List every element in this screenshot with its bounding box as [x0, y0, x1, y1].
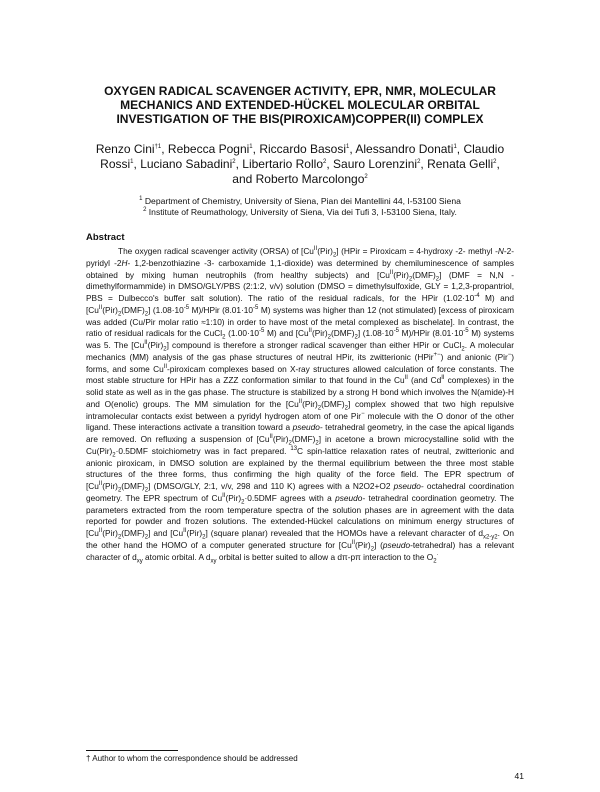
author-name: Luciano Sabadini: [140, 157, 233, 171]
abstract-text: octahedral coordination geometry. The EPR spectrum of Cu: [86, 481, 515, 503]
author-list: Renzo Cini$^{\dagger 1}$, Rebecca Pogni$^1$, Riccardo Basosi$^1$, Alessandro Donati$^1$, Claudio Rossi$^1$, Luciano Sabadini$^2$, Libertario Rollo$^2$, Sauro Lorenzini$^2$, Renata Gelli$^2$, and Roberto Marcolongo$^2$: [95, 142, 505, 186]
title-line: MECHANICS AND EXTENDED-HÜCKEL MOLECULAR ORBITAL: [120, 98, 480, 112]
author-mark: 1: [346, 144, 350, 150]
subscript: 2: [163, 346, 167, 353]
italic-text: pseudo-: [335, 492, 366, 503]
superscript: +−: [433, 351, 441, 358]
page-number: 41: [514, 771, 524, 781]
subscript: 2: [202, 534, 206, 541]
abstract-text: molecule with the O donor of the other ligand. These interactions activate a transition toward a: [86, 410, 514, 433]
abstract-text: ] (1.08·10: [148, 304, 184, 315]
abstract-text: (Pir): [311, 328, 328, 339]
superscript: II: [163, 363, 168, 370]
abstract-text: atomic orbital. A d: [142, 551, 211, 562]
abstract-text: ] compound is therefore a stronger radical scavenger than either HPir or CuCl: [166, 340, 462, 350]
author-mark: 1: [130, 159, 134, 165]
abstract-text: - 1,2-benzothiazine -3- carboxamide 1,1-dioxide) was determined by chemiluminescence of samples obtained by mixing human neutrophils (from healthy subjects) and [Cu: [86, 257, 514, 280]
superscript: II: [389, 269, 394, 276]
author-name: Libertario Rollo: [242, 157, 323, 171]
author-name: Renata Gelli: [427, 157, 494, 171]
subscript: 2: [315, 440, 319, 447]
author-mark: 1: [249, 144, 253, 150]
abstract-text: ] in acetone a brown microcystalline solid with the Cu(Pir): [86, 434, 515, 456]
abstract-text: (Pir): [147, 340, 164, 350]
author-mark: 2: [417, 159, 421, 165]
abstract-text: ) forms, and some Cu: [86, 351, 514, 374]
abstract-text: (Pir): [393, 269, 409, 280]
abstract-text: M) systems was 5. The [Cu: [86, 328, 514, 350]
author-mark: 2: [323, 159, 327, 165]
abstract-text: C spin-lattice relaxation rates of neutral, zwitterionic and anionic piroxicam, in DMSO solution are explained by the thermal equilibrium between the three most stable structures of the three forms, thus confirming the high quality of the force field. The EPR spectrum of [Cu: [86, 445, 514, 491]
superscript: -4: [474, 293, 480, 300]
subscript: 2: [461, 346, 465, 353]
author-name: Rebecca Pogni: [167, 142, 250, 156]
subscript: 2: [317, 405, 322, 412]
superscript: II: [404, 375, 408, 382]
superscript: II: [98, 481, 103, 488]
superscript: II: [98, 528, 103, 535]
subscript: 2: [241, 499, 245, 506]
abstract-text: ] (DMSO/GLY, 2:1, v/v, 298 and 110 K) agrees with a N2O2+O2: [148, 481, 394, 491]
abstract-text: ] (: [374, 539, 383, 550]
abstract-text: (Pir): [317, 246, 333, 256]
abstract-text: ] complex showed that two high repulsive intramolecular contacts exist between a pyridyl hydrogen atom of one Pir: [86, 398, 514, 421]
subscript: 2: [408, 276, 413, 283]
affiliation-mark: 2: [143, 207, 147, 214]
author-name: Riccardo Basosi: [259, 142, 347, 156]
italic-text: pseudo-: [393, 481, 424, 491]
abstract-text: ] and [Cu: [148, 528, 184, 538]
author-mark: 2: [232, 159, 236, 165]
footnote: [86, 754, 298, 763]
affiliation-line: [95, 207, 505, 218]
affiliation-line: [95, 196, 505, 207]
superscript: −: [507, 351, 512, 358]
superscript: II: [308, 328, 312, 335]
abstract-text: ] (square planar) revealed that the HOMOs have a relevant character of d: [205, 528, 483, 538]
subscript: 2: [144, 487, 149, 494]
author-mark: 2: [364, 174, 368, 180]
subscript: 2: [370, 546, 375, 553]
subscript: xy: [136, 558, 143, 565]
superscript: II: [183, 528, 187, 535]
abstract-text: (Pir): [102, 528, 118, 538]
superscript: II: [222, 492, 226, 499]
subscript: 2: [112, 452, 116, 459]
subscript: 2: [344, 405, 348, 412]
abstract-text: orbital is better suited to allow a dπ-pπ interaction to the O: [216, 551, 434, 562]
subscript: 2: [435, 276, 440, 283]
abstract-text: (DMF): [121, 304, 145, 315]
superscript: II: [269, 434, 273, 441]
abstract-text: (DMF): [331, 328, 355, 339]
abstract-text: (Pir): [302, 398, 318, 409]
superscript: II: [298, 398, 303, 405]
subscript: 2: [332, 252, 337, 259]
abstract-text: . A molecular mechanics (MM) analysis of the gas phase structures of neutral HPir, its zwitterionic (HPir: [86, 340, 514, 362]
subscript: 2: [288, 440, 292, 447]
author-mark: 2: [493, 159, 497, 165]
italic-text: N: [497, 246, 504, 256]
footnote-mark: †: [86, 754, 91, 763]
abstract-text: (DMF): [121, 481, 145, 491]
abstract-text: tetrahedral coordination geometry. The parameters extracted from the room temperature spectra of the solution phases are in agreement with the data reported for powder and frozen solutions. The extended-Hückel calculations on minimum energy structures of [Cu: [86, 492, 515, 538]
title-line: OXYGEN RADICAL SCAVENGER ACTIVITY, EPR, NMR, MOLECULAR: [104, 84, 496, 98]
author-name: Sauro Lorenzini: [333, 157, 418, 171]
abstract-text: -tetrahedral) has a relevant character of d: [86, 539, 514, 562]
abstract-text: . On the other hand the HOMO of a computer generated structure for [Cu: [86, 528, 514, 550]
superscript: ·: [436, 551, 439, 558]
paper-title: [90, 84, 510, 126]
subscript: 2: [144, 534, 149, 541]
abstract-text: (DMF): [121, 528, 145, 538]
subscript: 2: [117, 534, 122, 541]
superscript: II: [98, 304, 103, 311]
abstract-text: The oxygen radical scavenger activity (ORSA) of [Cu: [118, 246, 314, 256]
superscript: II: [351, 539, 356, 546]
abstract-text: M)/HPir (8.01·10: [189, 304, 254, 315]
abstract-text: (Pir): [186, 528, 203, 538]
abstract-text: -2- pyridyl -2: [86, 246, 514, 268]
abstract-text: complexes) in the solid state as well as in the gas phase. The structure is stabilized by a strong H bond which involves the N(amide)-H and O(enolic) groups. The MM simulation for the [Cu: [86, 375, 515, 409]
footnote-divider: [86, 750, 178, 751]
abstract-text: tetrahedral geometry, in the case the apical ligands are removed. On refluxing a suspension of [Cu: [86, 422, 515, 444]
italic-text: H: [121, 257, 128, 268]
author-name: Roberto Marcolongo: [255, 172, 365, 186]
superscript: II: [144, 340, 148, 347]
author-name: Alessandro Donati: [355, 142, 454, 156]
author-name: Claudio Rossi: [100, 142, 505, 171]
author-mark: †1: [154, 144, 162, 150]
abstract-text: (Pir): [102, 304, 118, 315]
superscript: -5: [393, 328, 400, 335]
abstract-text: (and Cd: [407, 375, 442, 386]
title-line: INVESTIGATION OF THE BIS(PIROXICAM)COPPER(II) COMPLEX: [116, 112, 484, 126]
superscript: -5: [183, 304, 190, 311]
abstract-text: ·0.5DMF agrees with a: [244, 492, 336, 503]
abstract-text: M) and [Cu: [264, 328, 309, 339]
abstract-text: M) systems was higher than 12 (not stimulated) [excess of piroxicam was added (Cu/Pir molar ratio ≈1:10) in order to have most of the metal complexed as bischelate]. In contrast, the ratio of residual radicals for the CuCl: [86, 304, 514, 339]
affiliation-text: Institute of Reumathology, University of Siena, Via dei Tufi 3, I-53100 Siena, Italy.: [148, 207, 457, 217]
abstract-text: (DMF): [412, 269, 436, 280]
abstract-text: -piroxicam complexes based on X-ray structures allowed calculation of force constants. The most stable structure for HPir has a ZZZ conformation similar to that found in the Cu: [86, 363, 514, 386]
affiliation-mark: 1: [139, 196, 143, 203]
footnote-text: Author to whom the correspondence should be addressed: [92, 754, 298, 763]
superscript: -5: [463, 328, 469, 335]
abstract-text: ) and anionic (Pir: [440, 351, 508, 362]
subscript: 2: [433, 558, 437, 565]
abstract-text: (DMF): [321, 398, 345, 409]
abstract-text: ·0.5DMF stoichiometry was in fact prepared.: [115, 445, 291, 456]
affiliations: [95, 196, 505, 218]
abstract-text: (1.00·10: [225, 328, 259, 339]
affiliation-text: Department of Chemistry, University of Siena, Pian dei Mantellini 44, I-53100 Siena: [144, 196, 461, 206]
abstract-text: ] (HPir = Piroxicam = 4-hydroxy -2- methyl -: [336, 246, 498, 256]
subscript: x2-y2: [482, 534, 498, 541]
subscript: 2: [117, 311, 122, 318]
subscript: 2: [327, 334, 331, 341]
subscript: 2: [117, 487, 122, 494]
abstract-text: (Pir): [102, 481, 118, 491]
abstract-text: ] (DMF = N,N -dimethylformammide) in DMSO/GLY/PBS (2:1:2, v/v) solution (DMSO = dimethylsulfoxide, GLY = 1,2,3-propantriol, PBS = Dulbecco's buffer salt solution). The ratio of the residual radicals, for the HPir (1.02·10: [86, 269, 514, 303]
abstract-heading: Abstract: [86, 232, 125, 243]
superscript: II: [313, 246, 318, 253]
abstract-text: ] (1.08·10: [357, 328, 394, 339]
abstract-text: (Pir): [272, 434, 289, 444]
abstract-text: M) and [Cu: [86, 293, 514, 315]
subscript: xy: [210, 558, 217, 565]
superscript: II: [441, 375, 445, 382]
superscript: -5: [253, 304, 259, 311]
abstract-text: M)/HPir (8.01·10: [399, 328, 464, 339]
abstract-body: [86, 246, 514, 563]
subscript: 2: [354, 334, 358, 341]
superscript: −: [361, 410, 365, 417]
abstract-text: (Pir): [355, 539, 371, 550]
subscript: 2: [144, 311, 149, 318]
superscript: 13: [290, 445, 298, 452]
superscript: -5: [258, 328, 265, 335]
italic-text: pseudo: [382, 539, 411, 550]
abstract-text: (DMF): [291, 434, 316, 444]
italic-text: pseudo-: [292, 422, 323, 433]
author-name: Renzo Cini: [95, 142, 155, 156]
author-mark: 1: [453, 144, 457, 150]
subscript: 2: [222, 334, 226, 341]
abstract-text: (Pir): [225, 492, 242, 503]
